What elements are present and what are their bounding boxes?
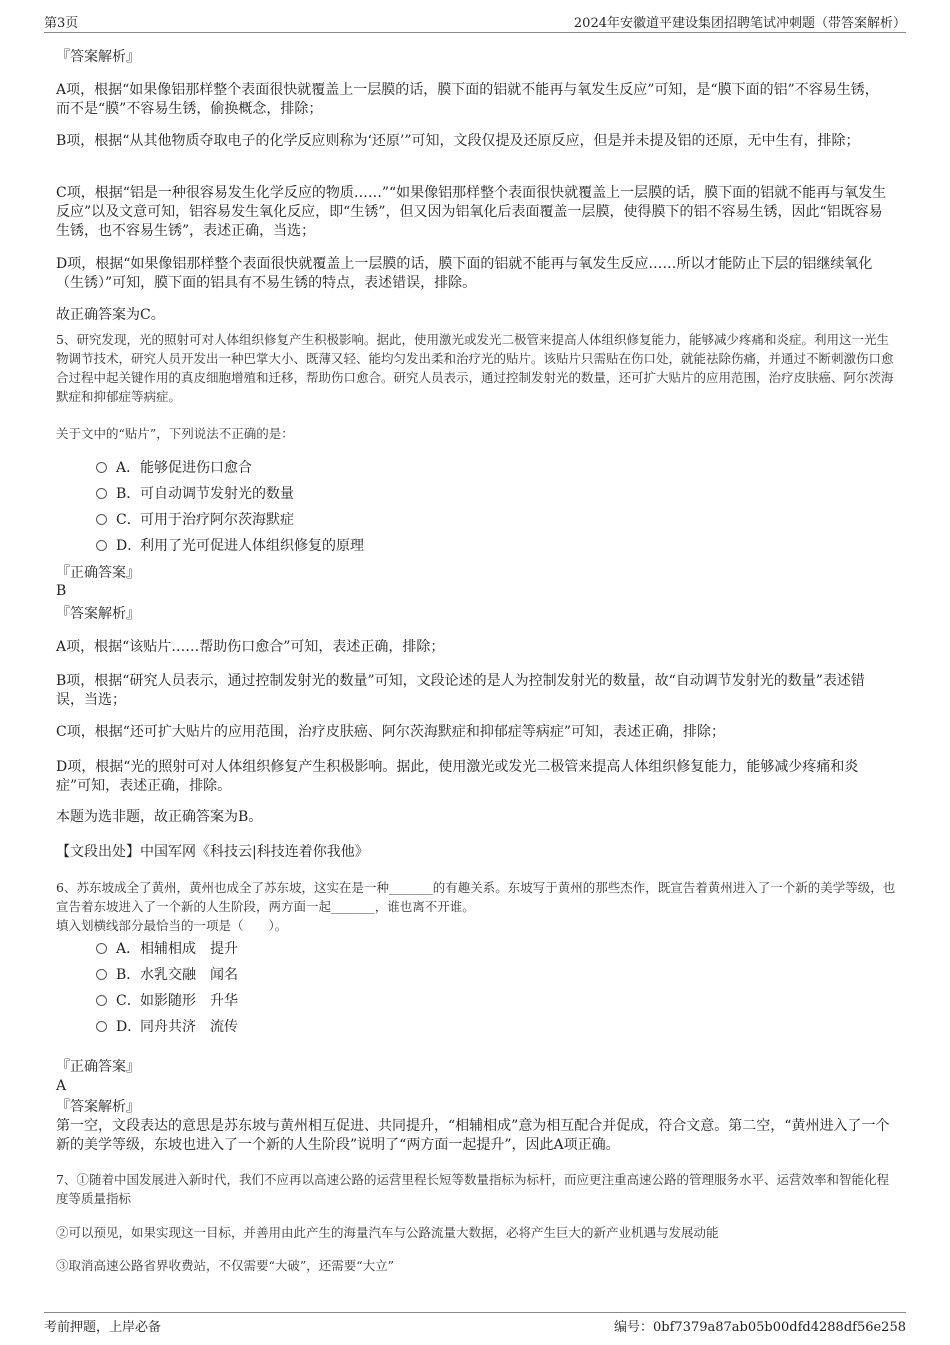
q5-option-d[interactable]: D．利用了光可促进人体组织修复的原理 [96, 536, 364, 556]
q5-answer-heading: 『正确答案』 [56, 565, 140, 581]
document-id: 编号：0bf7379a87ab05b00dfd4288df56e258 [614, 1320, 906, 1335]
q6-stem: 6、苏东坡成全了黄州，黄州也成全了苏东坡，这实在是一种_______的有趣关系。东坡写于黄州的那些杰作，既宣告着黄州进入了一个新的美学等级，也宣告着东坡进入了一个新的人生阶段，两方面一起_______，谁也离不开谁。 [56, 880, 896, 914]
q5-conclusion: 本题为选非题，故正确答案为B。 [56, 809, 263, 825]
q4-analysis-heading: 『答案解析』 [56, 49, 140, 65]
radio-icon[interactable] [96, 514, 107, 525]
radio-icon[interactable] [96, 462, 107, 473]
radio-icon[interactable] [96, 540, 107, 551]
q7-sentence-3: ③取消高速公路省界收费站，不仅需要“大破”，还需要“大立” [56, 1258, 395, 1273]
document-title: 2024年安徽道平建设集团招聘笔试冲刺题（带答案解析） [573, 16, 906, 31]
q5-source: 【文段出处】中国军网《科技云|科技连着你我他》 [56, 844, 369, 860]
q5-analysis-b: B项，根据“研究人员表示，通过控制发射光的数量”可知，文段论述的是人为控制发射光的数量，故“自动调节发射光的数量”表述错误，当选； [56, 673, 865, 708]
q6-answer: A [56, 1078, 67, 1094]
q6-option-a[interactable]: A．相辅相成 提升 [96, 939, 238, 959]
q5-question: 关于文中的“贴片”，下列说法不正确的是： [56, 426, 294, 441]
q7-sentence-1: 7、①随着中国发展进入新时代，我们不应再以高速公路的运营里程长短等数量指标为标杆，而应更注重高速公路的管理服务水平、运营效率和智能化程度等质量指标 [56, 1172, 889, 1206]
q5-option-a[interactable]: A．能够促进伤口愈合 [96, 458, 252, 478]
q4-analysis-d: D项，根据“如果像铝那样整个表面很快就覆盖上一层膜的话，膜下面的铝就不能再与氧发生反应……所以才能防止下层的铝继续氧化（生锈）”可知，膜下面的铝具有不易生锈的特点，表述错误，排除。 [56, 256, 873, 291]
q6-option-b[interactable]: B．水乳交融 闻名 [96, 965, 238, 985]
q6-question: 填入划横线部分最恰当的一项是（ ）。 [56, 918, 288, 933]
page-number: 第3页 [44, 16, 79, 31]
radio-icon[interactable] [96, 488, 107, 499]
q6-answer-heading: 『正确答案』 [56, 1059, 140, 1075]
page-footer [44, 1312, 906, 1343]
q5-analysis-c: C项，根据“还可扩大贴片的应用范围，治疗皮肤癌、阿尔茨海默症和抑郁症等病症”可知，表述正确，排除； [56, 724, 726, 740]
q5-stem: 5、研究发现，光的照射可对人体组织修复产生积极影响。据此，使用激光或发光二极管来提高人体组织修复能力，能够减少疼痛和炎症。利用这一光生物调节技术，研究人员开发出一种巴掌大小、既薄又轻、能均匀发出柔和治疗光的贴片。该贴片只需贴在伤口处，就能祛除伤痛，并通过不断刺激伤口愈合过程中起关键作用的真皮细胞增殖和迁移，帮助伤口愈合。研究人员表示，通过控制发射光的数量，还可扩大贴片的应用范围，治疗皮肤癌、阿尔茨海默症和抑郁症等病症。 [56, 332, 894, 404]
radio-icon[interactable] [96, 995, 107, 1006]
q5-option-b[interactable]: B．可自动调节发射光的数量 [96, 484, 294, 504]
q6-analysis-heading: 『答案解析』 [56, 1099, 140, 1115]
radio-icon[interactable] [96, 943, 107, 954]
q6-option-c[interactable]: C．如影随形 升华 [96, 991, 238, 1011]
q4-analysis-a: A项，根据“如果像铝那样整个表面很快就覆盖上一层膜的话，膜下面的铝就不能再与氧发生反应”可知，是“膜下面的铝”不容易生锈，而不是“膜”不容易生锈，偷换概念，排除； [56, 82, 879, 117]
q4-conclusion: 故正确答案为C。 [56, 307, 165, 323]
q5-option-c[interactable]: C．可用于治疗阿尔茨海默症 [96, 510, 294, 530]
q5-answer: B [56, 583, 67, 599]
q6-analysis: 第一空，文段表达的意思是苏东坡与黄州相互促进、共同提升，“相辅相成”意为相互配合并促成，符合文意。第二空，“黄州进入了一个新的美学等级，东坡也进入了一个新的人生阶段”说明了“两方面一起提升”，因此A项正确。 [56, 1118, 890, 1153]
q4-analysis-b: B项，根据“从其他物质夺取电子的化学反应则称为‘还原’”可知，文段仅提及还原反应，但是并未提及铝的还原，无中生有，排除； [56, 133, 860, 149]
page-header [44, 10, 906, 33]
q4-analysis-c: C项，根据“铝是一种很容易发生化学反应的物质……”“如果像铝那样整个表面很快就覆盖上一层膜的话，膜下面的铝就不能再与氧发生反应”以及文意可知，铝容易发生氧化反应，即“生锈”，但又因为铝氧化后表面覆盖一层膜，使得膜下的铝不容易生锈，因此“铝既容易生锈，也不容易生锈”，表述正确，当选； [56, 185, 887, 239]
footer-slogan: 考前押题，上岸必备 [44, 1320, 162, 1335]
radio-icon[interactable] [96, 969, 107, 980]
q7-sentence-2: ②可以预见，如果实现这一目标，并善用由此产生的海量汽车与公路流量大数据，必将产生巨大的新产业机遇与发展动能 [56, 1225, 719, 1240]
q5-analysis-a: A项，根据“该贴片……帮助伤口愈合”可知，表述正确，排除； [56, 639, 445, 655]
q5-analysis-d: D项，根据“光的照射可对人体组织修复产生积极影响。据此，使用激光或发光二极管来提高人体组织修复能力，能够减少疼痛和炎症”可知，表述正确，排除。 [56, 759, 859, 794]
q6-option-d[interactable]: D．同舟共济 流传 [96, 1017, 238, 1037]
radio-icon[interactable] [96, 1021, 107, 1032]
q5-analysis-heading: 『答案解析』 [56, 606, 140, 622]
